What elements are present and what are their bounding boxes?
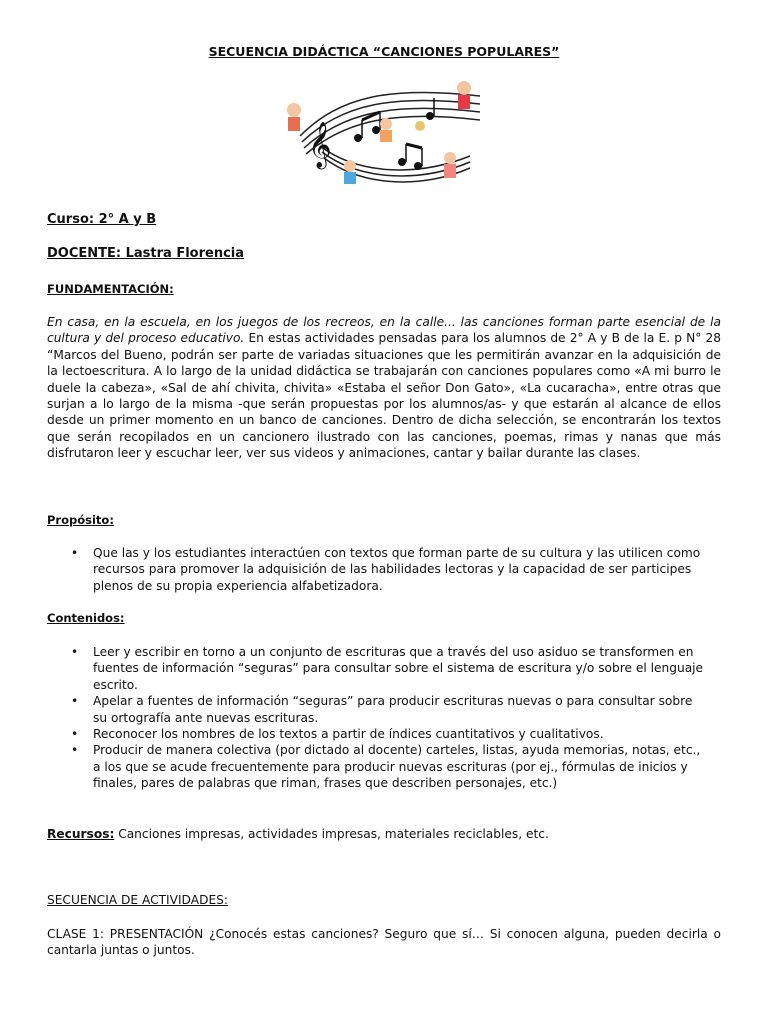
- recursos-line: [47, 826, 727, 842]
- fundamentacion-body-text: En estas actividades pensadas para los alumnos de 2° A y B de la E. p N° 28 “Marcos del Bueno, podrán ser parte de variadas situaciones que les permitirán avanzar en la adquisición de la lectoescritura. A lo largo de la unidad didáctica se trabajarán con canciones populares como «A mi burro le duele la cabeza», «Sal de ahí chivita, chivita» «Estaba el señor Don Gato», «La cucaracha», entre otras que surjan a lo largo de la misma -que serán propuestas por los alumnos/as- y que estarán al alcance de ellos desde un primer momento en un banco de canciones. Dentro de dicha selección, se encontrarán los textos que serán recopilados en un cancionero ilustrado con las canciones, poemas, rimas y nanas que más disfrutaron leer y escuchar leer, ver sus videos y animaciones, cantar y bailar durante las clases.: [47, 331, 721, 461]
- proposito-list: [47, 545, 707, 594]
- list-item: • Producir de manera colectiva (por dictado al docente) carteles, listas, ayuda memorias, notas, etc., a los que se acude frecuentemente para producir nuevas escrituras (por ej., fórmulas de inicios y finales, pares de palabras que riman, frases que describen personajes, etc.): [47, 742, 707, 791]
- contenidos-list: [47, 644, 707, 792]
- document-title: SECUENCIA DIDÁCTICA “CANCIONES POPULARES”: [208, 44, 560, 59]
- list-item: • Reconocer los nombres de los textos a partir de índices cuantitativos y cualitativos.: [47, 726, 707, 742]
- clase1-paragraph: CLASE 1: PRESENTACIÓN ¿Conocés estas canciones? Seguro que sí… Si conocen alguna, pueden decirla o cantarla juntas o juntos.: [47, 927, 721, 958]
- list-item: • Apelar a fuentes de información “seguras” para producir escrituras nuevas o para consultar sobre su ortografía ante nuevas escrituras.: [47, 693, 707, 726]
- recursos-text: Canciones impresas, actividades impresas, materiales reciclables, etc.: [114, 827, 549, 841]
- fundamentacion-italic-text: En casa, en la escuela, en los juegos de los recreos, en la calle... las canciones forman parte esencial de la cultura y del proceso educativo.: [47, 315, 721, 346]
- music-illustration-icon: [280, 76, 490, 196]
- proposito-heading: Propósito:: [47, 513, 114, 527]
- music-notes-children-illustration: [280, 76, 490, 196]
- contenidos-heading: Contenidos:: [47, 611, 125, 625]
- recursos-heading: Recursos:: [47, 827, 115, 841]
- course-label: Curso: 2° A y B: [47, 212, 157, 227]
- list-item: • Que las y los estudiantes interactúen con textos que forman parte de su cultura y las utilicen como recursos para promover la adquisición de las habilidades lectoras y la capacidad de ser participes plenos de su propia experiencia alfabetizadora.: [47, 545, 707, 594]
- list-item: • Leer y escribir en torno a un conjunto de escrituras que a través del uso asiduo se transformen en fuentes de información “seguras” para consultar sobre el sistema de escritura y/o sobre el lenguaje escrito.: [47, 644, 707, 693]
- fundamentacion-paragraph: [47, 314, 721, 462]
- svg-text:𝄞: 𝄞: [308, 122, 332, 168]
- fundamentacion-heading: FUNDAMENTACIÓN:: [47, 282, 174, 296]
- secuencia-heading: SECUENCIA DE ACTIVIDADES:: [47, 893, 228, 907]
- teacher-label: DOCENTE: Lastra Florencia: [47, 246, 245, 261]
